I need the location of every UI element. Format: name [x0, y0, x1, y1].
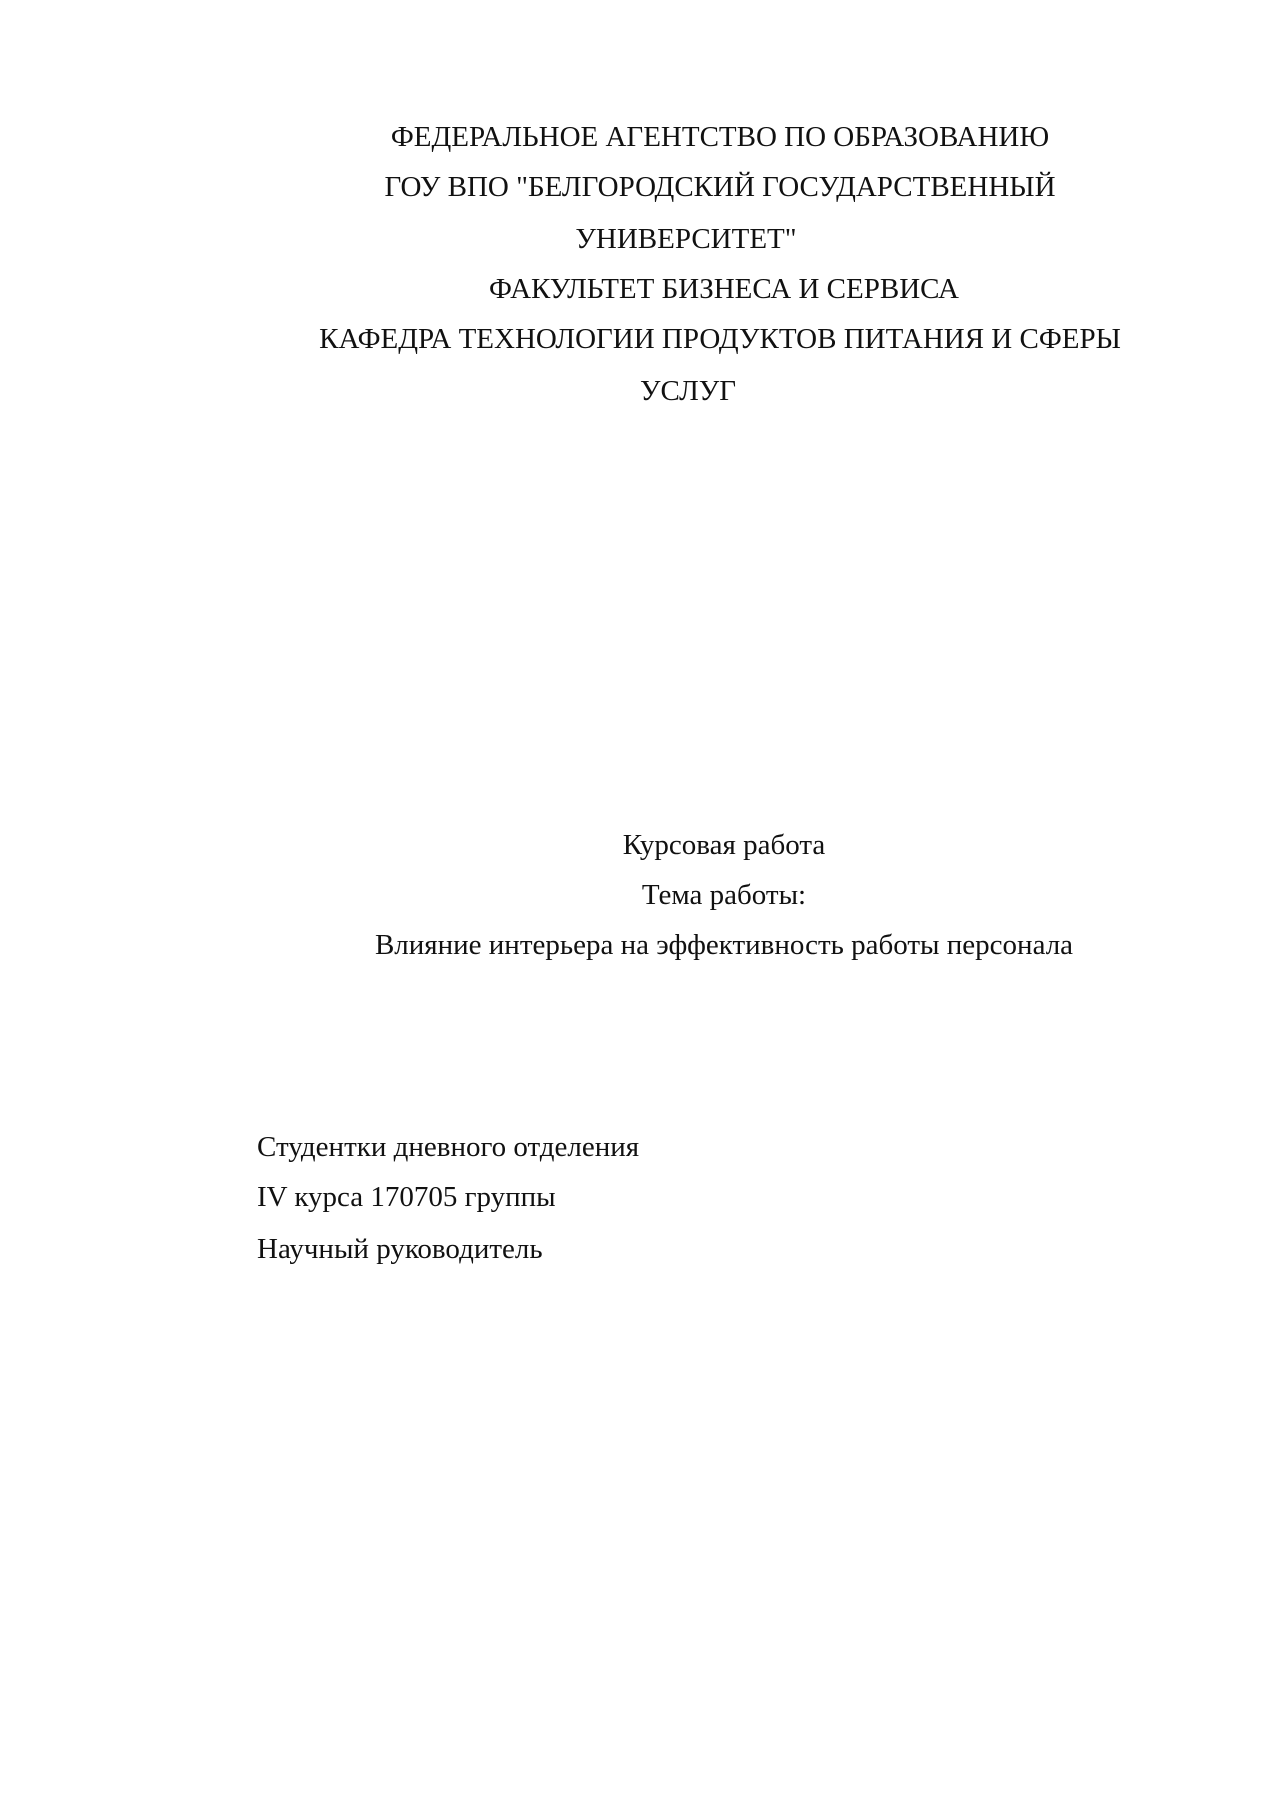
header-department-line1: КАФЕДРА ТЕХНОЛОГИИ ПРОДУКТОВ ПИТАНИЯ И СФЕРЫ: [319, 323, 1121, 355]
course-group-line: IV курса 170705 группы: [257, 1181, 556, 1213]
header-department-line2: УСЛУГ: [639, 375, 737, 407]
topic-title: Влияние интерьера на эффективность работы персонала: [374, 929, 1074, 961]
topic-label: Тема работы:: [641, 879, 807, 911]
header-faculty: ФАКУЛЬТЕТ БИЗНЕСА И СЕРВИСА: [489, 273, 959, 305]
supervisor-label: Научный руководитель: [257, 1233, 543, 1265]
header-university-line1: ГОУ ВПО "БЕЛГОРОДСКИЙ ГОСУДАРСТВЕННЫЙ: [384, 171, 1056, 203]
header-agency: ФЕДЕРАЛЬНОЕ АГЕНТСТВО ПО ОБРАЗОВАНИЮ: [390, 121, 1050, 153]
work-type: Курсовая работа: [622, 829, 826, 861]
header-university-line2: УНИВЕРСИТЕТ": [575, 223, 797, 255]
student-line: Студентки дневного отделения: [257, 1131, 640, 1163]
